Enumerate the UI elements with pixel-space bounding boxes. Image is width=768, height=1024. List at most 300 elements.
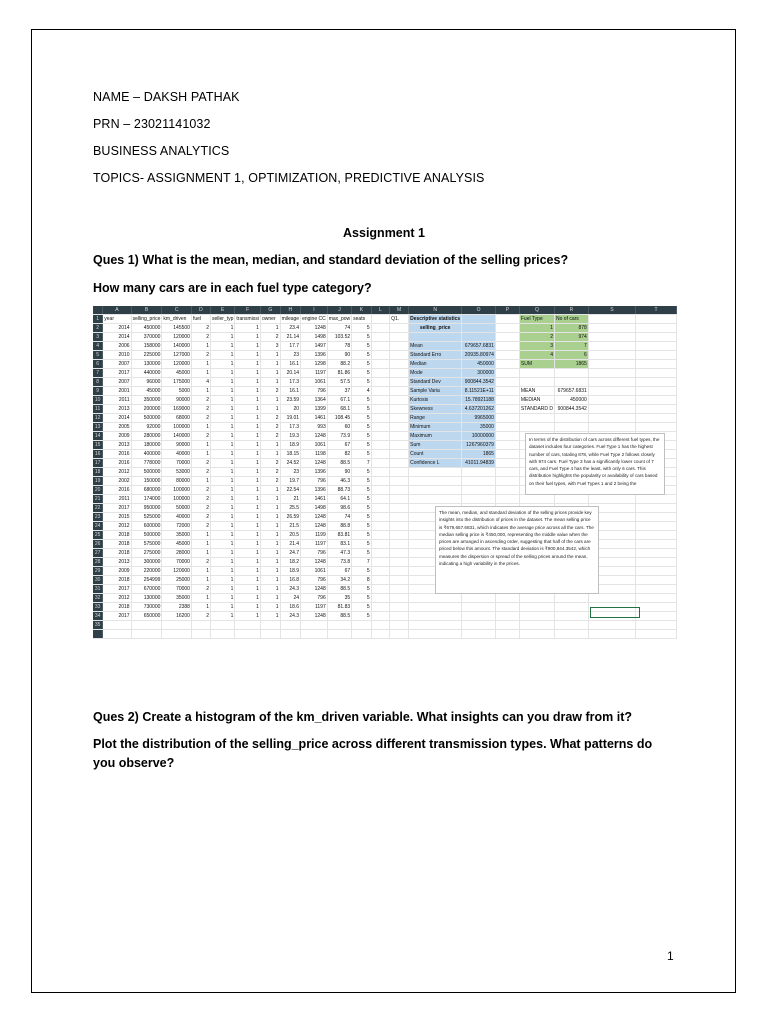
- sheet-cell[interactable]: 670000: [131, 585, 162, 594]
- sheet-cell[interactable]: Fuel Type: [519, 315, 554, 324]
- sheet-cell[interactable]: [390, 504, 409, 513]
- sheet-cell[interactable]: [635, 351, 676, 360]
- sheet-cell[interactable]: 1: [211, 423, 235, 432]
- sheet-cell[interactable]: [390, 594, 409, 603]
- sheet-cell[interactable]: 1: [235, 459, 261, 468]
- sheet-cell[interactable]: 2006: [103, 342, 131, 351]
- sheet-cell[interactable]: 1865: [462, 450, 496, 459]
- sheet-cell[interactable]: 1: [260, 486, 280, 495]
- sheet-cell[interactable]: [635, 495, 676, 504]
- sheet-cell[interactable]: seats: [352, 315, 371, 324]
- sheet-cell[interactable]: 1: [235, 378, 261, 387]
- sheet-cell[interactable]: 2018: [103, 531, 131, 540]
- column-header[interactable]: M: [390, 306, 409, 315]
- sheet-cell[interactable]: [352, 621, 371, 630]
- sheet-cell[interactable]: 2: [191, 486, 210, 495]
- sheet-cell[interactable]: 1: [235, 324, 261, 333]
- sheet-cell[interactable]: 1: [211, 378, 235, 387]
- sheet-cell[interactable]: 1: [191, 531, 210, 540]
- sheet-cell[interactable]: 23: [280, 468, 301, 477]
- sheet-cell[interactable]: [588, 351, 635, 360]
- sheet-cell[interactable]: 400000: [131, 450, 162, 459]
- sheet-cell[interactable]: [390, 441, 409, 450]
- sheet-cell[interactable]: [462, 333, 496, 342]
- sheet-cell[interactable]: [371, 486, 389, 495]
- sheet-cell[interactable]: [495, 369, 519, 378]
- sheet-cell[interactable]: 1: [211, 585, 235, 594]
- sheet-cell[interactable]: 778000: [131, 459, 162, 468]
- sheet-cell[interactable]: 74: [327, 513, 351, 522]
- sheet-cell[interactable]: 18.2: [280, 558, 301, 567]
- sheet-cell[interactable]: [519, 495, 554, 504]
- sheet-cell[interactable]: 1: [211, 567, 235, 576]
- sheet-cell[interactable]: fuel: [191, 315, 210, 324]
- sheet-cell[interactable]: 1199: [301, 531, 328, 540]
- sheet-cell[interactable]: 25.5: [280, 504, 301, 513]
- sheet-cell[interactable]: 2015: [103, 513, 131, 522]
- sheet-cell[interactable]: 8: [352, 576, 371, 585]
- sheet-cell[interactable]: 1: [260, 576, 280, 585]
- sheet-cell[interactable]: [495, 495, 519, 504]
- sheet-cell[interactable]: 2: [191, 468, 210, 477]
- sheet-cell[interactable]: 350000: [131, 396, 162, 405]
- row-header[interactable]: 18: [93, 468, 103, 477]
- sheet-cell[interactable]: 1: [260, 567, 280, 576]
- sheet-cell[interactable]: [390, 459, 409, 468]
- sheet-cell[interactable]: 1: [235, 612, 261, 621]
- sheet-cell[interactable]: [555, 369, 589, 378]
- sheet-cell[interactable]: 1: [191, 369, 210, 378]
- sheet-cell[interactable]: 500000: [131, 468, 162, 477]
- sheet-cell[interactable]: [390, 414, 409, 423]
- sheet-cell[interactable]: Standard Dev: [409, 378, 462, 387]
- sheet-cell[interactable]: 2007: [103, 378, 131, 387]
- sheet-cell[interactable]: 3: [260, 342, 280, 351]
- sheet-cell[interactable]: 1248: [301, 432, 328, 441]
- sheet-cell[interactable]: 83.81: [327, 531, 351, 540]
- sheet-cell[interactable]: [635, 504, 676, 513]
- sheet-cell[interactable]: 900844.3542: [555, 405, 589, 414]
- sheet-cell[interactable]: 1: [235, 495, 261, 504]
- sheet-cell[interactable]: 4.637201262: [462, 405, 496, 414]
- sheet-cell[interactable]: 1: [260, 549, 280, 558]
- sheet-cell[interactable]: 19.3: [280, 432, 301, 441]
- sheet-cell[interactable]: [462, 603, 496, 612]
- sheet-cell[interactable]: 1: [235, 567, 261, 576]
- sheet-cell[interactable]: [260, 630, 280, 639]
- sheet-cell[interactable]: 2: [519, 333, 554, 342]
- sheet-cell[interactable]: 500000: [131, 414, 162, 423]
- row-header[interactable]: 1: [93, 315, 103, 324]
- sheet-cell[interactable]: [390, 378, 409, 387]
- sheet-cell[interactable]: [371, 558, 389, 567]
- row-header[interactable]: 4: [93, 342, 103, 351]
- sheet-cell[interactable]: 5: [352, 594, 371, 603]
- sheet-cell[interactable]: 1: [260, 513, 280, 522]
- sheet-cell[interactable]: [635, 405, 676, 414]
- sheet-cell[interactable]: [371, 468, 389, 477]
- sheet-cell[interactable]: 1: [260, 351, 280, 360]
- sheet-cell[interactable]: [495, 477, 519, 486]
- sheet-cell[interactable]: 90: [327, 351, 351, 360]
- sheet-cell[interactable]: 796: [301, 477, 328, 486]
- sheet-cell[interactable]: [390, 585, 409, 594]
- sheet-cell[interactable]: 1: [211, 603, 235, 612]
- sheet-cell[interactable]: 1248: [301, 324, 328, 333]
- sheet-cell[interactable]: 34.2: [327, 576, 351, 585]
- sheet-cell[interactable]: 92000: [131, 423, 162, 432]
- sheet-cell[interactable]: STANDARD D: [520, 406, 554, 412]
- sheet-cell[interactable]: [635, 387, 676, 396]
- sheet-cell[interactable]: [519, 423, 554, 432]
- sheet-cell[interactable]: 70000: [162, 558, 192, 567]
- sheet-cell[interactable]: [495, 414, 519, 423]
- sheet-cell[interactable]: [635, 414, 676, 423]
- sheet-cell[interactable]: 1197: [301, 540, 328, 549]
- sheet-cell[interactable]: [635, 522, 676, 531]
- sheet-cell[interactable]: 100000: [162, 423, 192, 432]
- sheet-cell[interactable]: 1061: [301, 441, 328, 450]
- sheet-cell[interactable]: 108.45: [327, 414, 351, 423]
- sheet-cell[interactable]: [495, 621, 519, 630]
- sheet-cell[interactable]: [390, 603, 409, 612]
- sheet-cell[interactable]: [390, 387, 409, 396]
- sheet-cell[interactable]: [495, 594, 519, 603]
- sheet-cell[interactable]: [409, 333, 462, 342]
- sheet-cell[interactable]: 46.3: [327, 477, 351, 486]
- sheet-cell[interactable]: 5: [352, 414, 371, 423]
- sheet-cell[interactable]: [635, 594, 676, 603]
- sheet-cell[interactable]: 5: [352, 333, 371, 342]
- column-header[interactable]: J: [327, 306, 351, 315]
- sheet-cell[interactable]: [409, 468, 462, 477]
- sheet-cell[interactable]: 174000: [131, 495, 162, 504]
- sheet-cell[interactable]: [409, 630, 462, 639]
- sheet-cell[interactable]: 16.1: [280, 360, 301, 369]
- sheet-cell[interactable]: [211, 621, 235, 630]
- row-header[interactable]: 2: [93, 324, 103, 333]
- sheet-cell[interactable]: [462, 324, 496, 333]
- sheet-cell[interactable]: 1: [191, 549, 210, 558]
- sheet-cell[interactable]: [131, 630, 162, 639]
- row-header[interactable]: 8: [93, 378, 103, 387]
- sheet-cell[interactable]: 2007: [103, 360, 131, 369]
- sheet-cell[interactable]: [462, 477, 496, 486]
- sheet-cell[interactable]: [635, 333, 676, 342]
- sheet-cell[interactable]: [371, 576, 389, 585]
- sheet-cell[interactable]: [191, 621, 210, 630]
- sheet-cell[interactable]: [519, 594, 554, 603]
- sheet-cell[interactable]: 1061: [301, 378, 328, 387]
- sheet-cell[interactable]: 88.2: [327, 360, 351, 369]
- sheet-cell[interactable]: 1498: [301, 333, 328, 342]
- sheet-cell[interactable]: [555, 414, 589, 423]
- sheet-cell[interactable]: 47.3: [327, 549, 351, 558]
- sheet-cell[interactable]: 1: [191, 477, 210, 486]
- sheet-cell[interactable]: [371, 531, 389, 540]
- sheet-cell[interactable]: [588, 378, 635, 387]
- row-header[interactable]: 21: [93, 495, 103, 504]
- sheet-cell[interactable]: 169000: [162, 405, 192, 414]
- sheet-cell[interactable]: 220000: [131, 567, 162, 576]
- row-header[interactable]: 13: [93, 423, 103, 432]
- sheet-cell[interactable]: [588, 630, 635, 639]
- sheet-cell[interactable]: 1248: [301, 585, 328, 594]
- sheet-cell[interactable]: [462, 612, 496, 621]
- sheet-cell[interactable]: 103.52: [327, 333, 351, 342]
- sheet-cell[interactable]: [409, 486, 462, 495]
- sheet-cell[interactable]: [519, 603, 554, 612]
- sheet-cell[interactable]: Count: [409, 450, 462, 459]
- sheet-cell[interactable]: 2014: [103, 414, 131, 423]
- sheet-cell[interactable]: [555, 423, 589, 432]
- sheet-cell[interactable]: 1: [260, 441, 280, 450]
- sheet-cell[interactable]: [635, 360, 676, 369]
- sheet-cell[interactable]: [588, 342, 635, 351]
- sheet-cell[interactable]: Sample Varia: [409, 387, 462, 396]
- sheet-cell[interactable]: 98.6: [327, 504, 351, 513]
- sheet-cell[interactable]: 73.8: [327, 558, 351, 567]
- sheet-cell[interactable]: 180000: [131, 441, 162, 450]
- sheet-cell[interactable]: 21.14: [280, 333, 301, 342]
- sheet-cell[interactable]: [371, 513, 389, 522]
- sheet-cell[interactable]: 1: [260, 585, 280, 594]
- sheet-cell[interactable]: [495, 468, 519, 477]
- sheet-cell[interactable]: [371, 360, 389, 369]
- sheet-cell[interactable]: [131, 621, 162, 630]
- sheet-cell[interactable]: 500000: [131, 531, 162, 540]
- sheet-cell[interactable]: [371, 423, 389, 432]
- sheet-cell[interactable]: [371, 567, 389, 576]
- sheet-cell[interactable]: 2: [191, 396, 210, 405]
- sheet-cell[interactable]: [495, 423, 519, 432]
- sheet-cell[interactable]: [327, 621, 351, 630]
- row-header[interactable]: 16: [93, 450, 103, 459]
- sheet-cell[interactable]: 1: [260, 360, 280, 369]
- sheet-cell[interactable]: 5: [352, 342, 371, 351]
- sheet-cell[interactable]: 2: [260, 423, 280, 432]
- row-header[interactable]: 32: [93, 594, 103, 603]
- row-header[interactable]: 15: [93, 441, 103, 450]
- sheet-cell[interactable]: 5: [352, 477, 371, 486]
- sheet-cell[interactable]: [462, 468, 496, 477]
- sheet-cell[interactable]: 1396: [301, 468, 328, 477]
- sheet-cell[interactable]: 130000: [131, 360, 162, 369]
- sheet-cell[interactable]: 1: [211, 432, 235, 441]
- sheet-cell[interactable]: 20: [280, 405, 301, 414]
- sheet-cell[interactable]: [635, 612, 676, 621]
- sheet-cell[interactable]: 2: [260, 414, 280, 423]
- sheet-cell[interactable]: 140000: [162, 342, 192, 351]
- sheet-cell[interactable]: 2: [260, 387, 280, 396]
- sheet-cell[interactable]: 2017: [103, 504, 131, 513]
- sheet-cell[interactable]: [495, 351, 519, 360]
- sheet-cell[interactable]: 2016: [103, 450, 131, 459]
- sheet-cell[interactable]: 1: [235, 450, 261, 459]
- sheet-cell[interactable]: 100000: [162, 495, 192, 504]
- sheet-cell[interactable]: 73.9: [327, 432, 351, 441]
- sheet-cell[interactable]: 70000: [162, 459, 192, 468]
- sheet-cell[interactable]: Descriptive statistics: [410, 316, 461, 322]
- sheet-cell[interactable]: 64.1: [327, 495, 351, 504]
- column-header[interactable]: Q: [519, 306, 554, 315]
- sheet-cell[interactable]: km_driven: [162, 315, 192, 324]
- sheet-cell[interactable]: [519, 612, 554, 621]
- sheet-cell[interactable]: [495, 486, 519, 495]
- sheet-cell[interactable]: 37: [327, 387, 351, 396]
- sheet-cell[interactable]: 1: [260, 405, 280, 414]
- sheet-cell[interactable]: 90000: [162, 396, 192, 405]
- sheet-cell[interactable]: 2018: [103, 549, 131, 558]
- sheet-cell[interactable]: [555, 594, 589, 603]
- sheet-cell[interactable]: 1: [211, 405, 235, 414]
- sheet-cell[interactable]: [371, 351, 389, 360]
- column-header[interactable]: L: [371, 306, 389, 315]
- sheet-cell[interactable]: 2009: [103, 567, 131, 576]
- sheet-cell[interactable]: [462, 486, 496, 495]
- row-header[interactable]: 28: [93, 558, 103, 567]
- row-header[interactable]: 9: [93, 387, 103, 396]
- sheet-cell[interactable]: 5: [352, 351, 371, 360]
- row-header[interactable]: 29: [93, 567, 103, 576]
- sheet-cell[interactable]: 88.5: [327, 459, 351, 468]
- sheet-cell[interactable]: [371, 342, 389, 351]
- sheet-cell[interactable]: seller_typ: [212, 316, 234, 322]
- sheet-cell[interactable]: [390, 333, 409, 342]
- sheet-cell[interactable]: 1061: [301, 567, 328, 576]
- sheet-cell[interactable]: 19.01: [280, 414, 301, 423]
- sheet-cell[interactable]: 1: [235, 486, 261, 495]
- sheet-cell[interactable]: [635, 558, 676, 567]
- row-header[interactable]: 17: [93, 459, 103, 468]
- sheet-cell[interactable]: 2017: [103, 369, 131, 378]
- sheet-cell[interactable]: [635, 396, 676, 405]
- sheet-cell[interactable]: [635, 540, 676, 549]
- sheet-cell[interactable]: [390, 549, 409, 558]
- sheet-cell[interactable]: 2: [191, 351, 210, 360]
- sheet-cell[interactable]: MEDIAN: [519, 396, 554, 405]
- sheet-cell[interactable]: 5: [352, 504, 371, 513]
- sheet-cell[interactable]: 1: [235, 432, 261, 441]
- sheet-cell[interactable]: 4: [352, 387, 371, 396]
- sheet-cell[interactable]: 2013: [103, 441, 131, 450]
- sheet-cell[interactable]: 1248: [301, 459, 328, 468]
- sheet-cell[interactable]: engine CC: [302, 316, 326, 322]
- sheet-cell[interactable]: [588, 594, 635, 603]
- sheet-cell[interactable]: 1: [191, 387, 210, 396]
- column-header[interactable]: F: [235, 306, 261, 315]
- sheet-cell[interactable]: [390, 486, 409, 495]
- sheet-cell[interactable]: 2: [191, 324, 210, 333]
- sheet-cell[interactable]: 1: [260, 603, 280, 612]
- sheet-cell[interactable]: [588, 315, 635, 324]
- sheet-cell[interactable]: 45000: [162, 369, 192, 378]
- sheet-cell[interactable]: 78: [327, 342, 351, 351]
- sheet-cell[interactable]: [635, 603, 676, 612]
- sheet-cell[interactable]: 1: [211, 576, 235, 585]
- sheet-cell[interactable]: 1: [211, 477, 235, 486]
- sheet-cell[interactable]: [371, 630, 389, 639]
- sheet-cell[interactable]: 8.11521E+11: [462, 387, 496, 396]
- sheet-cell[interactable]: [390, 522, 409, 531]
- sheet-cell[interactable]: 1: [191, 450, 210, 459]
- sheet-cell[interactable]: 2: [260, 432, 280, 441]
- sheet-cell[interactable]: 1: [211, 414, 235, 423]
- sheet-cell[interactable]: 5: [352, 432, 371, 441]
- sheet-cell[interactable]: 1: [235, 540, 261, 549]
- sheet-cell[interactable]: [390, 513, 409, 522]
- sheet-cell[interactable]: 974: [555, 333, 589, 342]
- sheet-cell[interactable]: 120000: [162, 333, 192, 342]
- sheet-cell[interactable]: 2: [191, 522, 210, 531]
- sheet-cell[interactable]: 275000: [131, 549, 162, 558]
- sheet-cell[interactable]: [635, 549, 676, 558]
- sheet-cell[interactable]: 5: [352, 540, 371, 549]
- row-header[interactable]: 5: [93, 351, 103, 360]
- sheet-cell[interactable]: max_pow: [328, 316, 351, 322]
- sheet-cell[interactable]: 1: [235, 369, 261, 378]
- sheet-cell[interactable]: [635, 315, 676, 324]
- sheet-cell[interactable]: 40000: [162, 513, 192, 522]
- row-header[interactable]: 27: [93, 549, 103, 558]
- sheet-cell[interactable]: 1: [260, 522, 280, 531]
- sheet-cell[interactable]: 1: [191, 360, 210, 369]
- sheet-cell[interactable]: [635, 369, 676, 378]
- sheet-cell[interactable]: 2016: [103, 459, 131, 468]
- sheet-cell[interactable]: 1: [235, 603, 261, 612]
- sheet-cell[interactable]: 24.3: [280, 585, 301, 594]
- sheet-cell[interactable]: 2014: [103, 333, 131, 342]
- sheet-cell[interactable]: 2018: [103, 603, 131, 612]
- sheet-cell[interactable]: 1198: [301, 450, 328, 459]
- sheet-cell[interactable]: 5: [352, 603, 371, 612]
- sheet-cell[interactable]: [635, 324, 676, 333]
- sheet-cell[interactable]: 1: [211, 540, 235, 549]
- sheet-cell[interactable]: 1: [211, 450, 235, 459]
- sheet-cell[interactable]: 2013: [103, 558, 131, 567]
- sheet-cell[interactable]: 2388: [162, 603, 192, 612]
- sheet-cell[interactable]: 1865: [555, 360, 589, 369]
- sheet-cell[interactable]: [352, 630, 371, 639]
- sheet-cell[interactable]: [588, 369, 635, 378]
- sheet-cell[interactable]: 2011: [103, 396, 131, 405]
- sheet-cell[interactable]: 35000: [162, 531, 192, 540]
- sheet-cell[interactable]: Mode: [409, 369, 462, 378]
- sheet-cell[interactable]: 2: [191, 432, 210, 441]
- sheet-cell[interactable]: 1248: [301, 558, 328, 567]
- sheet-cell[interactable]: [635, 621, 676, 630]
- sheet-cell[interactable]: 20.14: [280, 369, 301, 378]
- sheet-cell[interactable]: [495, 315, 519, 324]
- sheet-cell[interactable]: 1: [235, 558, 261, 567]
- sheet-cell[interactable]: 5: [352, 513, 371, 522]
- sheet-cell[interactable]: 2002: [103, 477, 131, 486]
- sheet-cell[interactable]: 7: [352, 558, 371, 567]
- sheet-cell[interactable]: [588, 324, 635, 333]
- sheet-cell[interactable]: 2: [260, 468, 280, 477]
- sheet-cell[interactable]: [280, 621, 301, 630]
- sheet-cell[interactable]: [555, 621, 589, 630]
- sheet-cell[interactable]: 1: [211, 333, 235, 342]
- sheet-cell[interactable]: 679657.6831: [555, 387, 589, 396]
- sheet-cell[interactable]: [409, 594, 462, 603]
- sheet-cell[interactable]: [588, 414, 635, 423]
- sheet-cell[interactable]: 2: [260, 333, 280, 342]
- sheet-cell[interactable]: [390, 423, 409, 432]
- sheet-cell[interactable]: [390, 540, 409, 549]
- sheet-cell[interactable]: [588, 396, 635, 405]
- sheet-cell[interactable]: 175000: [162, 378, 192, 387]
